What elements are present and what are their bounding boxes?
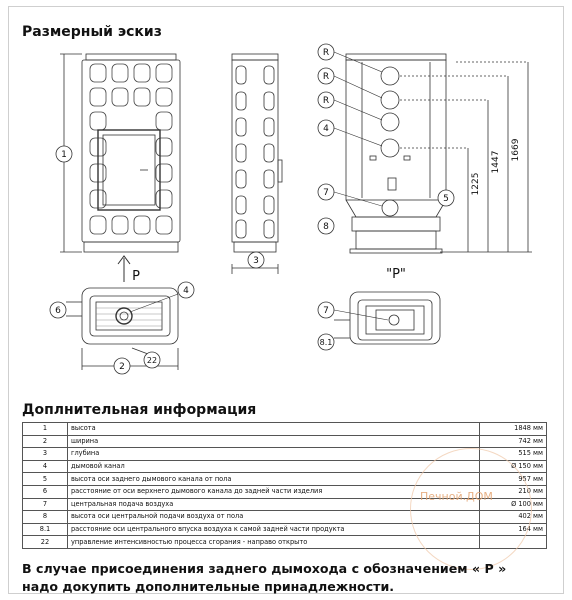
row-value: 164 мм (480, 523, 547, 536)
row-number: 2 (23, 435, 68, 448)
label-8-1: 8.1 (319, 338, 333, 347)
top-view-stove (82, 288, 178, 344)
row-label: высота оси заднего дымового канала от пола (68, 473, 480, 486)
label-4-rear: 4 (323, 124, 329, 134)
row-number: 1 (23, 423, 68, 436)
rear-view-stove (346, 54, 446, 253)
table-row (23, 435, 547, 448)
row-label: центральная подача воздуха (68, 498, 480, 511)
row-value: 1848 мм (480, 423, 547, 436)
row-value: 957 мм (480, 473, 547, 486)
row-number: 4 (23, 460, 68, 473)
row-value: 515 мм (480, 448, 547, 461)
label-7-view-p: 7 (323, 306, 329, 316)
side-view-stove (232, 54, 282, 252)
row-value: 402 мм (480, 511, 547, 524)
label-3: 3 (253, 256, 259, 266)
label-22: 22 (146, 356, 158, 365)
row-number: 5 (23, 473, 68, 486)
row-number: 8 (23, 511, 68, 524)
row-number: 8.1 (23, 523, 68, 536)
watermark-logo: Печной.ДОМ (420, 490, 493, 503)
dim-1225: 1225 (471, 172, 481, 196)
label-8: 8 (323, 222, 329, 232)
view-p-stove (350, 292, 440, 344)
note-line-1: В случае присоединения заднего дымохода с обозначением « P » (22, 561, 507, 576)
row-value: Ø 150 мм (480, 460, 547, 473)
label-6: 6 (55, 306, 61, 316)
row-value: 210 мм (480, 485, 547, 498)
row-value: 742 мм (480, 435, 547, 448)
dimension-drawing (20, 42, 550, 392)
row-number: 22 (23, 536, 68, 549)
row-label: глубина (68, 448, 480, 461)
row-number: 7 (23, 498, 68, 511)
label-view-p: "P" (386, 267, 406, 282)
dim-1447: 1447 (491, 150, 501, 174)
dim-1669: 1669 (511, 138, 521, 162)
row-label: дымовой канал (68, 460, 480, 473)
row-number: 6 (23, 485, 68, 498)
label-5: 5 (443, 194, 449, 204)
row-value: Ø 100 мм (480, 498, 547, 511)
row-number: 3 (23, 448, 68, 461)
note-line-2: надо докупить дополнительные принадлежности. (22, 579, 395, 594)
connection-note (22, 560, 552, 596)
label-4: 4 (183, 286, 189, 296)
label-r-3: R (322, 96, 330, 106)
label-r-1: R (322, 48, 330, 58)
label-2: 2 (119, 362, 125, 372)
watermark-ring (410, 448, 532, 570)
table-row (23, 423, 547, 436)
row-label: высота оси центральной подачи воздуха от пола (68, 511, 480, 524)
label-1: 1 (61, 150, 67, 160)
label-arrow-p: P (132, 269, 140, 284)
front-view-stove (82, 54, 180, 252)
row-label: ширина (68, 435, 480, 448)
row-label: расстояние от оси верхнего дымового канала до задней части изделия (68, 485, 480, 498)
section-title-sketch: Размерный эскиз (22, 24, 162, 40)
row-label: высота (68, 423, 480, 436)
label-r-2: R (322, 72, 330, 82)
row-label: расстояние оси центрального впуска воздуха к самой задней части продукта (68, 523, 480, 536)
row-label: управление интенсивностью процесса сгорания - направо открыто (68, 536, 480, 549)
label-7: 7 (323, 188, 329, 198)
section-title-info: Доплнительная информация (22, 402, 257, 418)
